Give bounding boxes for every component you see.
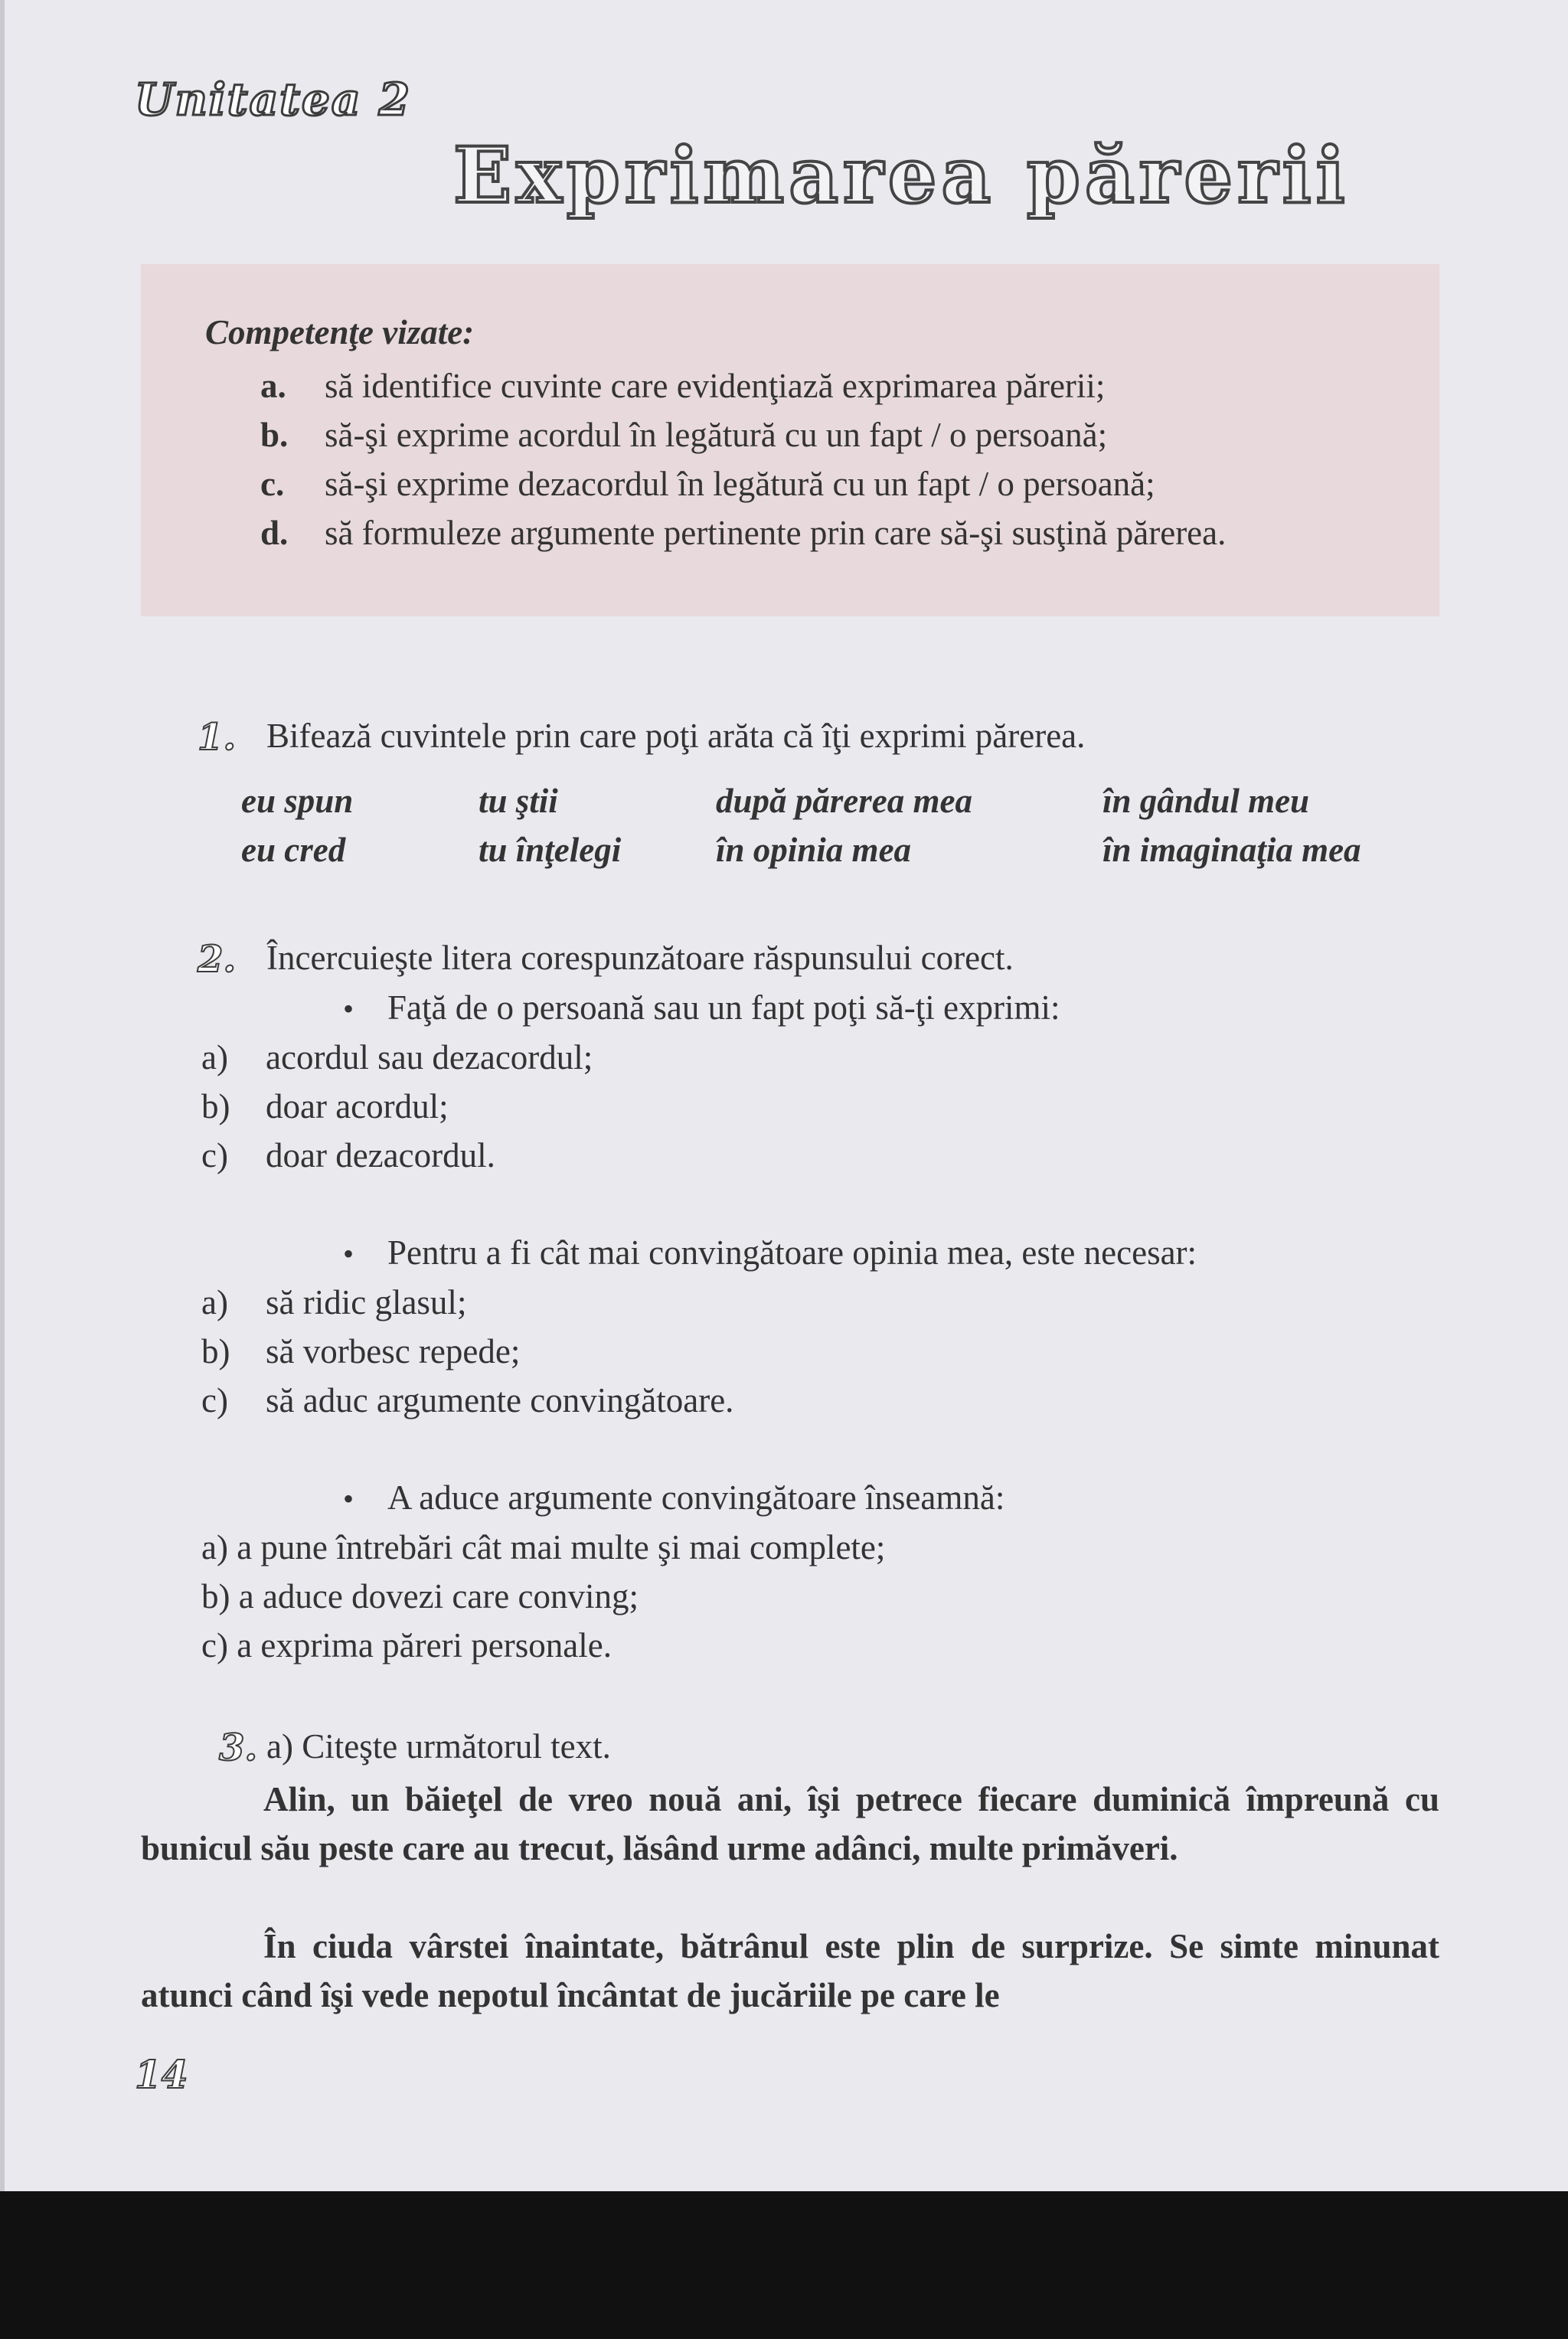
word-option[interactable]: în imaginaţia mea xyxy=(1102,831,1361,869)
competence-mark: c. xyxy=(260,465,285,503)
exercise-2-number: 2. xyxy=(198,938,237,981)
answer-option[interactable]: c) a exprima păreri personale. xyxy=(201,1626,612,1664)
competence-text: să-şi exprime acordul în legătură cu un fapt / o persoană; xyxy=(325,416,1108,454)
competence-item xyxy=(260,508,1455,557)
question-3 xyxy=(343,1478,1004,1517)
question-2 xyxy=(343,1233,1197,1272)
option-text: doar acordul; xyxy=(266,1087,449,1125)
exercise-1-word-grid xyxy=(241,781,1466,888)
answer-option[interactable] xyxy=(201,1037,593,1077)
exercise-2-instruction: Încercuieşte litera corespunzătoare răspunsului corect. xyxy=(266,939,1014,977)
bullet: • xyxy=(343,1236,354,1271)
answer-option[interactable] xyxy=(201,1380,733,1420)
word-option[interactable]: eu spun xyxy=(241,782,354,820)
option-letter[interactable]: c) xyxy=(201,1381,228,1419)
competence-mark: a. xyxy=(260,367,286,405)
option-letter[interactable]: b) xyxy=(201,1087,230,1125)
page-title: Exprimarea părerii xyxy=(453,130,1350,221)
option-text: acordul sau dezacordul; xyxy=(266,1038,593,1076)
word-option[interactable]: eu cred xyxy=(241,831,346,869)
exercise-3-instruction: a) Citeşte următorul text. xyxy=(266,1727,611,1766)
word-option[interactable]: tu ştii xyxy=(479,782,558,820)
competence-item xyxy=(260,361,1455,410)
competences-list xyxy=(260,361,1455,557)
answer-option[interactable] xyxy=(201,1331,520,1371)
option-text: să vorbesc repede; xyxy=(266,1332,521,1370)
competence-text: să formuleze argumente pertinente prin care să-şi susţină părerea. xyxy=(325,514,1227,552)
word-option[interactable]: după părerea mea xyxy=(716,782,972,820)
bullet: • xyxy=(343,1481,354,1516)
option-text: să ridic glasul; xyxy=(266,1283,467,1321)
answer-option[interactable]: a) a pune întrebări cât mai multe şi mai complete; xyxy=(201,1528,886,1566)
page-number: 14 xyxy=(135,2052,188,2097)
answer-option[interactable] xyxy=(201,1086,449,1126)
unit-label: Unitatea 2 xyxy=(135,74,411,126)
word-option[interactable]: în gândul meu xyxy=(1102,782,1310,820)
question-text: A aduce argumente convingătoare înseamnă: xyxy=(387,1478,1005,1517)
answer-option[interactable] xyxy=(201,1282,466,1322)
exercise-3-number: 3. xyxy=(219,1726,258,1769)
competence-item xyxy=(260,410,1455,459)
option-letter[interactable]: a) xyxy=(201,1038,228,1076)
exercise-1-instruction: Bifează cuvintele prin care poţi arăta că îţi exprimi părerea. xyxy=(266,717,1086,755)
answer-option[interactable] xyxy=(201,1135,495,1175)
option-text: să aduc argumente convingătoare. xyxy=(266,1381,734,1419)
question-1 xyxy=(343,988,1060,1027)
word-option[interactable]: în opinia mea xyxy=(716,831,912,869)
competence-text: să identifice cuvinte care evidenţiază exprimarea părerii; xyxy=(325,367,1106,405)
option-text: doar dezacordul. xyxy=(266,1136,495,1174)
competence-text: să-şi exprime dezacordul în legătură cu un fapt / o persoană; xyxy=(325,465,1155,503)
option-letter[interactable]: a) xyxy=(201,1283,228,1321)
answer-option[interactable]: b) a aduce dovezi care conving; xyxy=(201,1577,639,1615)
option-letter[interactable]: b) xyxy=(201,1332,230,1370)
word-option[interactable]: tu înţelegi xyxy=(479,831,622,869)
exercise-1-number: 1. xyxy=(198,716,237,759)
reading-paragraph: Alin, un băieţel de vreo nouă ani, îşi petrece fiecare duminică împreună cu bunicul său peste care au trecut, lăsând urme adânci, multe primăveri. xyxy=(141,1780,1439,1867)
reading-paragraph: În ciuda vârstei înaintate, bătrânul este plin de surprize. Se simte minunat atunci când îşi vede nepotul încântat de jucăriile pe care le xyxy=(141,1927,1439,2014)
page-edge xyxy=(0,0,5,2191)
bullet: • xyxy=(343,991,354,1026)
competence-mark: b. xyxy=(260,416,289,454)
option-letter[interactable]: c) xyxy=(201,1136,228,1174)
question-text: Pentru a fi cât mai convingătoare opinia mea, este necesar: xyxy=(387,1233,1197,1272)
competence-item xyxy=(260,459,1455,508)
question-text: Faţă de o persoană sau un fapt poţi să-ţi exprimi: xyxy=(387,988,1060,1027)
competences-title: Competenţe vizate: xyxy=(205,313,475,351)
competence-mark: d. xyxy=(260,514,289,552)
